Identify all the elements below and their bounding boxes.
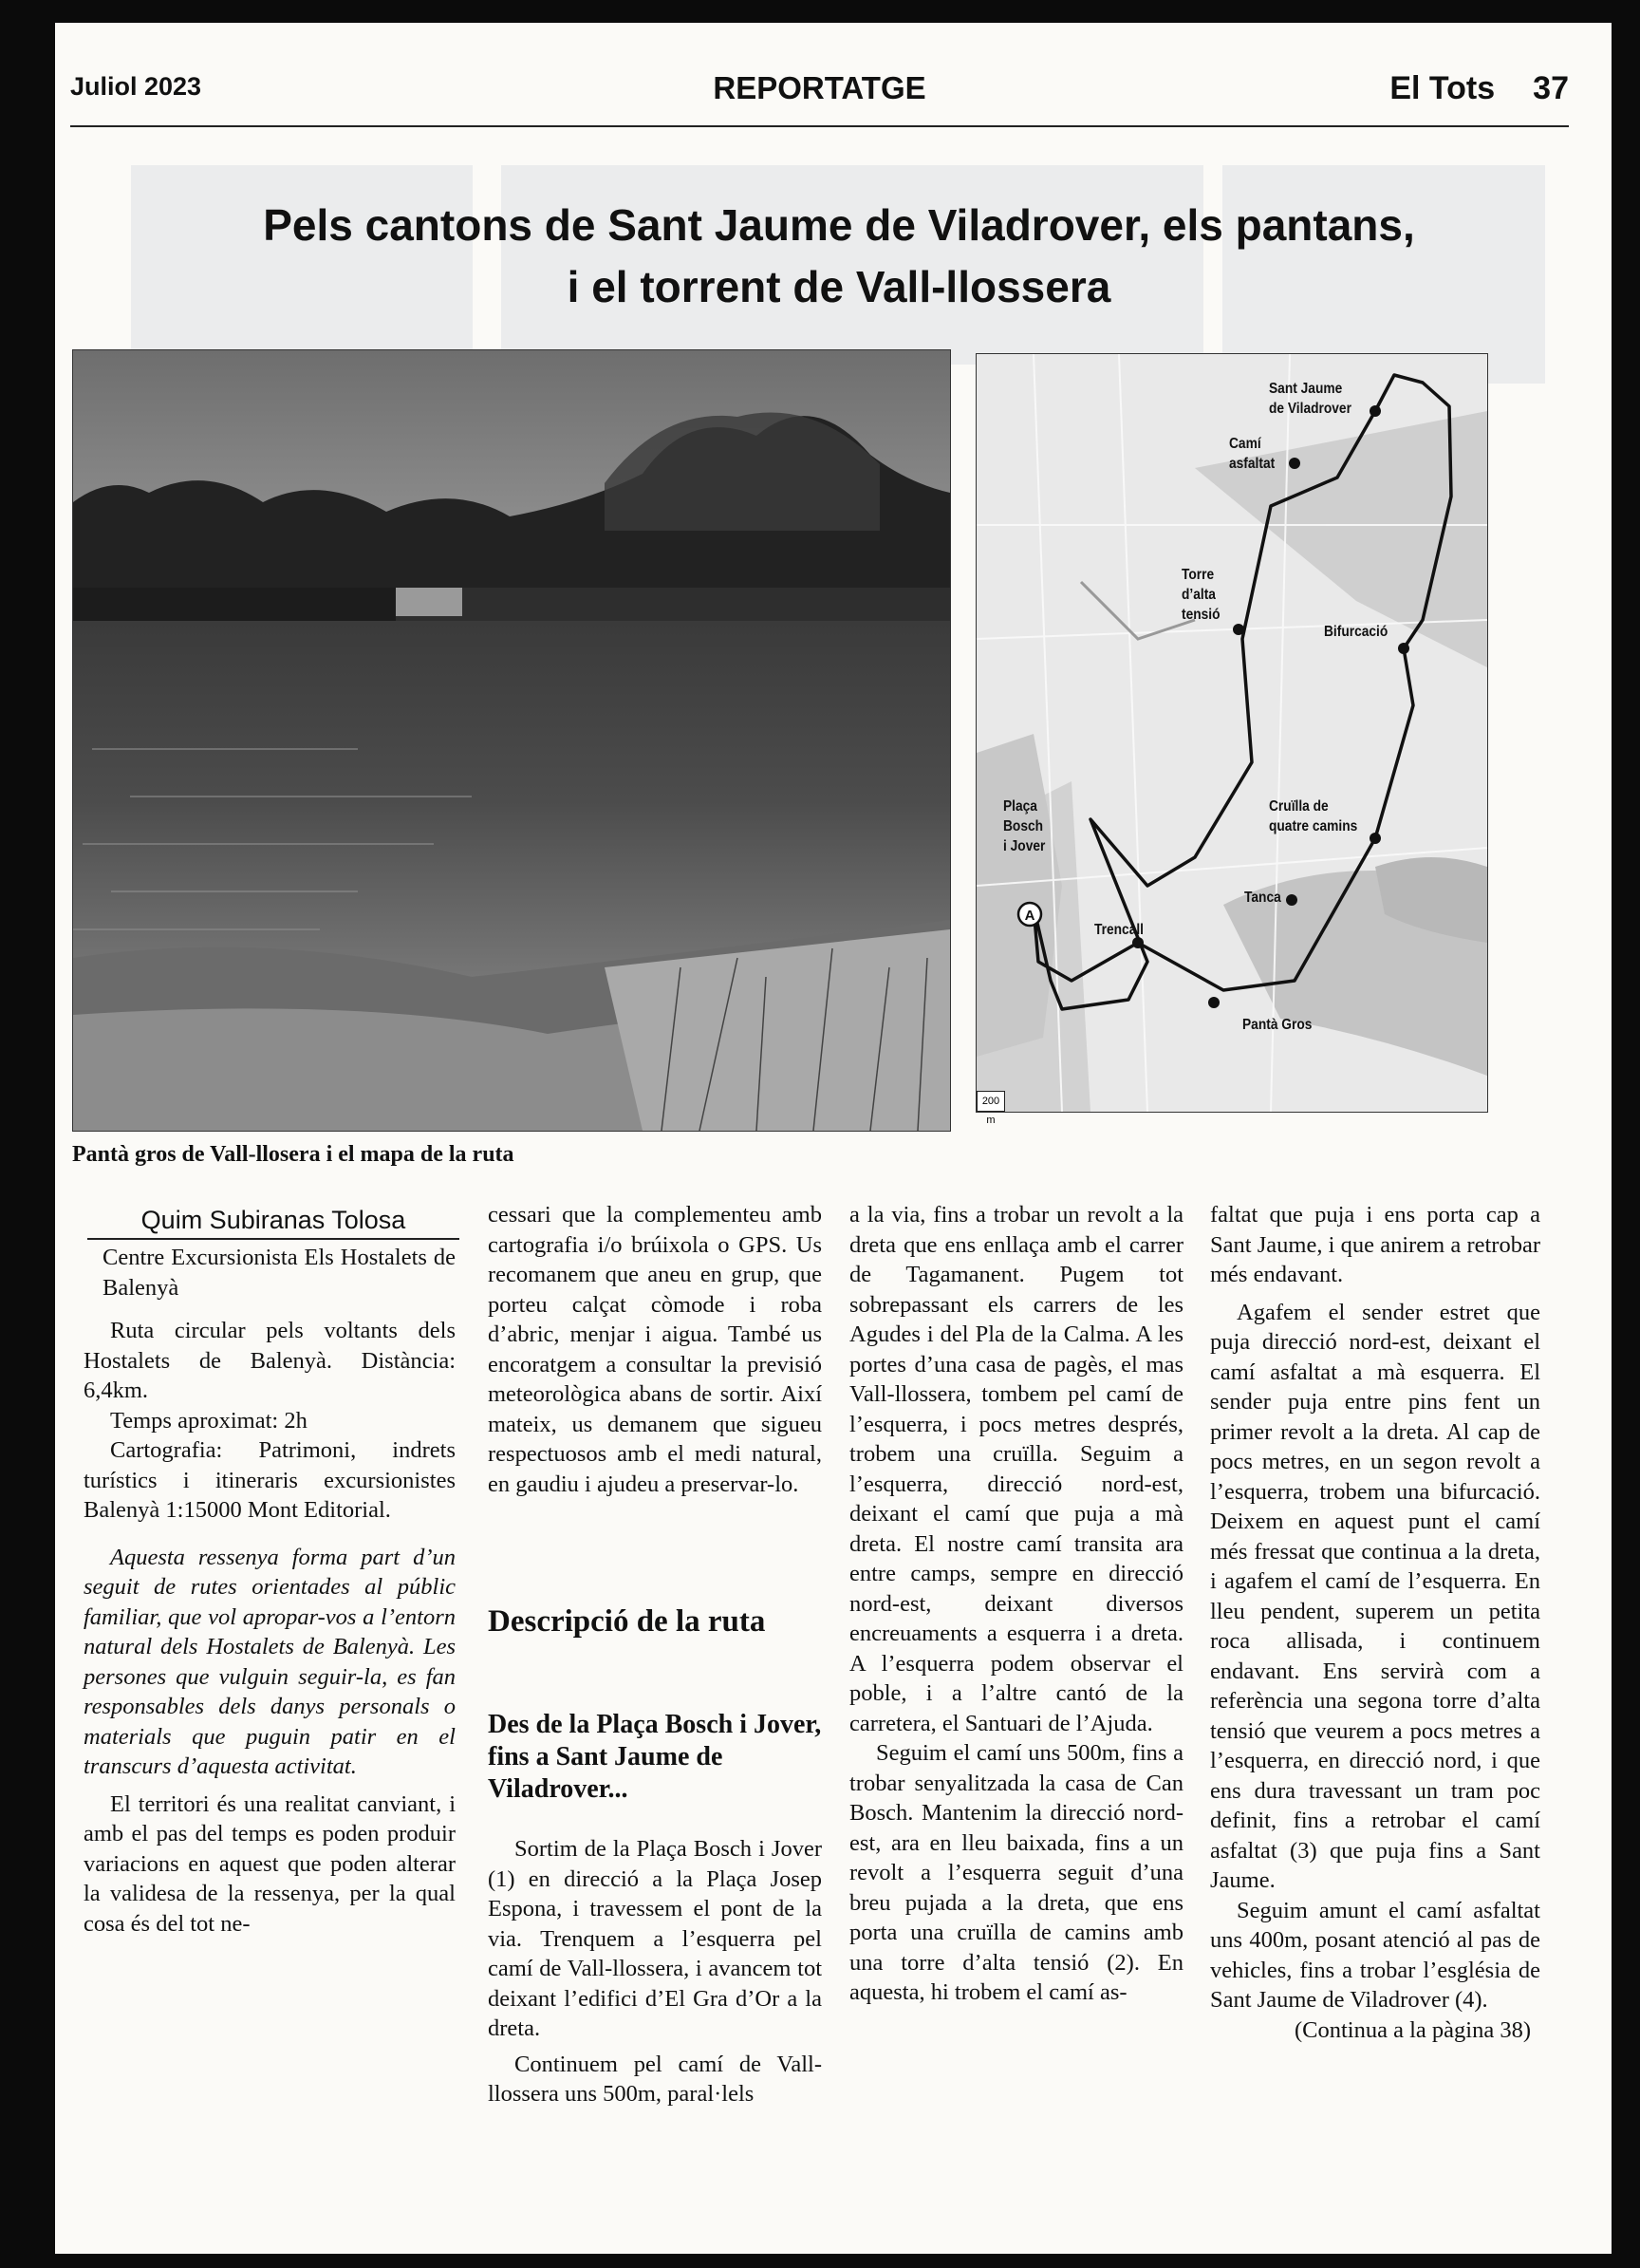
territory-paragraph: El territori és una realitat canviant, i amb el pas del temps es poden produir variacions en aquest que poden alterar la validesa de la ressenya, per la qual cosa és del tot ne- <box>84 1790 456 1937</box>
map-label-tanca: Tanca <box>1244 890 1281 906</box>
column-4 <box>1210 1200 1540 2045</box>
reservoir-photo-graphic <box>73 350 950 1131</box>
section-heading: Descripció de la ruta <box>488 1604 766 1639</box>
author-affiliation: Centre Excursionista Els Hostalets de Balenyà <box>102 1245 456 1301</box>
advice-paragraph: cessari que la complementeu amb cartografia i/o brúixola o GPS. Us recomanem que aneu en grup, que porteu calçat còmode i roba d’abric, menjar i aigua. També us encoratgem a consultar la previsió meteorològica abans de sortir. Així mateix, us demanem que sigueu respectuosos amb el medi natural, en gaudiu i ajudeu a preservar-lo. <box>488 1202 822 1497</box>
route-type: Ruta circular pels voltants dels Hostalets de Balenyà. Distància: 6,4km. <box>84 1318 456 1403</box>
publication-block <box>1389 70 1569 107</box>
publication-name: El Tots <box>1389 70 1496 106</box>
route-paragraph-3: faltat que puja i ens porta cap a Sant Jaume, i que anirem a retrobar més endavant. <box>1210 1202 1540 1287</box>
reservoir-photo <box>72 349 951 1132</box>
title-line-2: i el torrent de Vall-llossera <box>567 262 1111 311</box>
route-paragraph-5: Seguim amunt el camí asfaltat uns 400m, posant atenció al pas de vehicles, fins a trobar l’església de Sant Jaume de Viladrover (4). <box>1210 1897 1540 2013</box>
continued-note: (Continua a la pàgina 38) <box>1294 2016 1531 2043</box>
section-name: REPORTATGE <box>713 70 926 105</box>
column-3 <box>849 1200 1183 2008</box>
map-label-torre-alta-tensio: Torre d’alta tensió <box>1182 567 1221 623</box>
map-scale: 200 m <box>977 1091 1005 1112</box>
map-label-placa-bosch-i-jover: Plaça Bosch i Jover <box>1003 798 1046 854</box>
page-number: 37 <box>1533 70 1569 106</box>
map-label-trencall: Trencall <box>1094 922 1145 938</box>
title-line-1: Pels cantons de Sant Jaume de Viladrover, els pantans, <box>263 200 1415 250</box>
map-label-panta-gros: Pantà Gros <box>1242 1017 1313 1033</box>
route-time: Temps aproximat: 2h <box>110 1407 308 1434</box>
route-cartography: Cartografia: Patrimoni, indrets turístics i itineraris excursionistes Balenyà 1:15000 Mont Editorial. <box>84 1437 456 1523</box>
route-map <box>976 353 1488 1126</box>
route-paragraph-1: a la via, fins a trobar un revolt a la dreta que ens enllaça amb el carrer de Tagamanent. Pugem tot sobrepassant els carrers de les Agudes i del Pla de la Calma. A les portes d’una casa de pagès, el mas Vall-llossera, tombem pel camí de l’esquerra, i pocs metres després, trobem una cruïlla. Seguim a l’esquerra, direcció nord-est, deixant el camí que puja a mà dreta. El nostre camí transita ara entre camps, sempre en direcció nord-est, deixant diversos encreuaments a esquerra i a dreta. A l’esquerra podem observar el poble, i a l’altre cantó de la carretera, el Santuari de l’Ajuda. <box>849 1202 1183 1736</box>
column-2-continued <box>488 1834 822 2109</box>
map-label-bifurcacio: Bifurcació <box>1324 624 1388 640</box>
start-marker: A <box>1024 908 1035 924</box>
section-subheading: Des de la Plaça Bosch i Jover, fins a Sant Jaume de Viladrover... <box>488 1710 822 1804</box>
photo-caption: Pantà gros de Vall-llosera i el mapa de la ruta <box>72 1142 514 1167</box>
column-1 <box>84 1243 456 1939</box>
issue-date: Juliol 2023 <box>70 72 202 101</box>
map-label-cami-asfaltat: Camí asfaltat <box>1229 436 1276 472</box>
route-paragraph-2: Seguim el camí uns 500m, fins a trobar senyalitzada la casa de Can Bosch. Mantenim la direcció nord-est, ara en lleu baixada, fins a un revolt a l’esquerra seguit d’una breu pujada a la dreta, que ens porta una cruïlla de camins amb una torre d’alta tensió (2). En aquesta, hi trobem el camí as- <box>849 1740 1183 2005</box>
map-label-cruilla-quatre-camins: Cruïlla de quatre camins <box>1269 798 1358 834</box>
start-paragraph: Sortim de la Plaça Bosch i Jover (1) en direcció a la Plaça Josep Espona, i travessem el pont de la via. Trenquem a l’esquerra pel camí de Vall-llossera, i avancem tot deixant l’edifici d’El Gra d’Or a la dreta. <box>488 1836 822 2041</box>
page-header <box>70 61 1569 127</box>
map-label-sant-jaume: Sant Jaume de Viladrover <box>1269 381 1351 417</box>
disclaimer-note: Aquesta ressenya forma part d’un seguit de rutes orientades al públic familiar, que vol apropar-vos a l’entorn natural dels Hostalets de Balenyà. Les persones que vulguin seguir-la, es fan responsables dels danys personals o materials que puguin patir en el transcurs d’aquesta activitat. <box>84 1544 456 1779</box>
author-name: Quim Subiranas Tolosa <box>87 1204 459 1240</box>
continue-paragraph: Continuem pel camí de Vall-llossera uns 500m, paral·lels <box>488 2051 822 2107</box>
column-2 <box>488 1200 822 1499</box>
article-title <box>95 195 1583 318</box>
route-paragraph-4: Agafem el sender estret que puja direcció nord-est, deixant el camí asfaltat a mà esquerra. El sender puja entre pins fent un primer revolt a la dreta. Al cap de pocs metres, en un segon revolt a l’esquerra, trobem una bifurcació. Deixem en aquest punt el camí més fressat que continua a la dreta, i agafem el camí de l’esquerra. En lleu pendent, superem un petita roca allisada, i continuem endavant. Ens servirà com a referència una segona torre d’alta tensió que veurem a pocs metres a l’esquerra, en direcció nord, i que ens dura travessant un tram poc definit, fins a retrobar el camí asfaltat (3) que puja fins a Sant Jaume. <box>1210 1299 1540 1893</box>
